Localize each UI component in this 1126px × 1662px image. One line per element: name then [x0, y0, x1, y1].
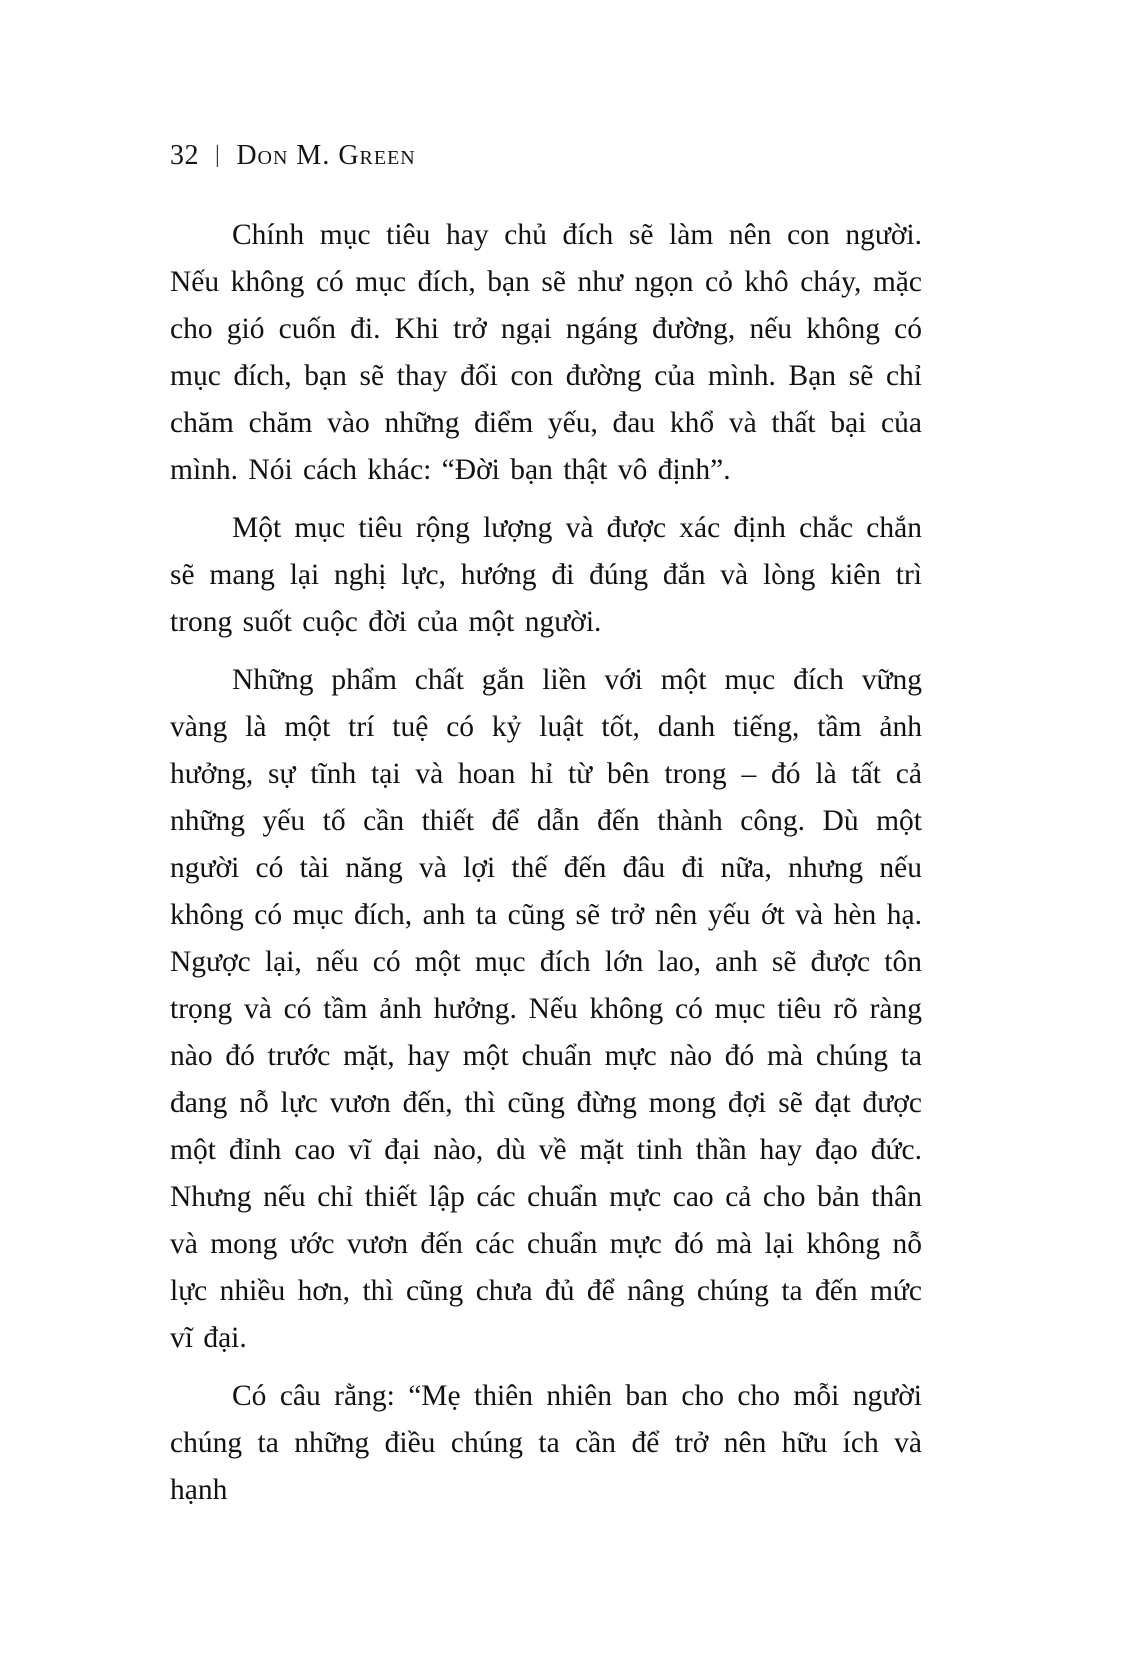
body-text [170, 212, 922, 1525]
paragraph-4: Có câu rằng: “Mẹ thiên nhiên ban cho cho mỗi người chúng ta những điều chúng ta cần để trở nên hữu ích và hạnh [170, 1380, 922, 1506]
paragraph-1: Chính mục tiêu hay chủ đích sẽ làm nên con người. Nếu không có mục đích, bạn sẽ như ngọn cỏ khô cháy, mặc cho gió cuốn đi. Khi trở ngại ngáng đường, nếu không có mục đích, bạn sẽ thay đổi con đường của mình. Bạn sẽ chỉ chăm chăm vào những điểm yếu, đau khổ và thất bại của mình. Nói cách khác: “Đời bạn thật vô định”. [170, 219, 922, 486]
header-separator: | [215, 142, 221, 168]
paragraph-3: Những phẩm chất gắn liền với một mục đích vững vàng là một trí tuệ có kỷ luật tốt, danh tiếng, tầm ảnh hưởng, sự tĩnh tại và hoan hỉ từ bên trong – đó là tất cả những yếu tố cần thiết để dẫn đến thành công. Dù một người có tài năng và lợi thế đến đâu đi nữa, nhưng nếu không có mục đích, anh ta cũng sẽ trở nên yếu ớt và hèn hạ. Ngược lại, nếu có một mục đích lớn lao, anh sẽ được tôn trọng và có tầm ảnh hưởng. Nếu không có mục tiêu rõ ràng nào đó trước mặt, hay một chuẩn mực nào đó mà chúng ta đang nỗ lực vươn đến, thì cũng đừng mong đợi sẽ đạt được một đỉnh cao vĩ đại nào, dù về mặt tinh thần hay đạo đức. Nhưng nếu chỉ thiết lập các chuẩn mực cao cả cho bản thân và mong ước vươn đến các chuẩn mực đó mà lại không nỗ lực nhiều hơn, thì cũng chưa đủ để nâng chúng ta đến mức vĩ đại. [170, 664, 922, 1354]
running-header [170, 140, 920, 172]
paragraph-2: Một mục tiêu rộng lượng và được xác định chắc chắn sẽ mang lại nghị lực, hướng đi đúng đắn và lòng kiên trì trong suốt cuộc đời của một người. [170, 512, 922, 638]
page-number: 32 [170, 140, 199, 171]
author-name: Don M. Green [236, 140, 416, 171]
